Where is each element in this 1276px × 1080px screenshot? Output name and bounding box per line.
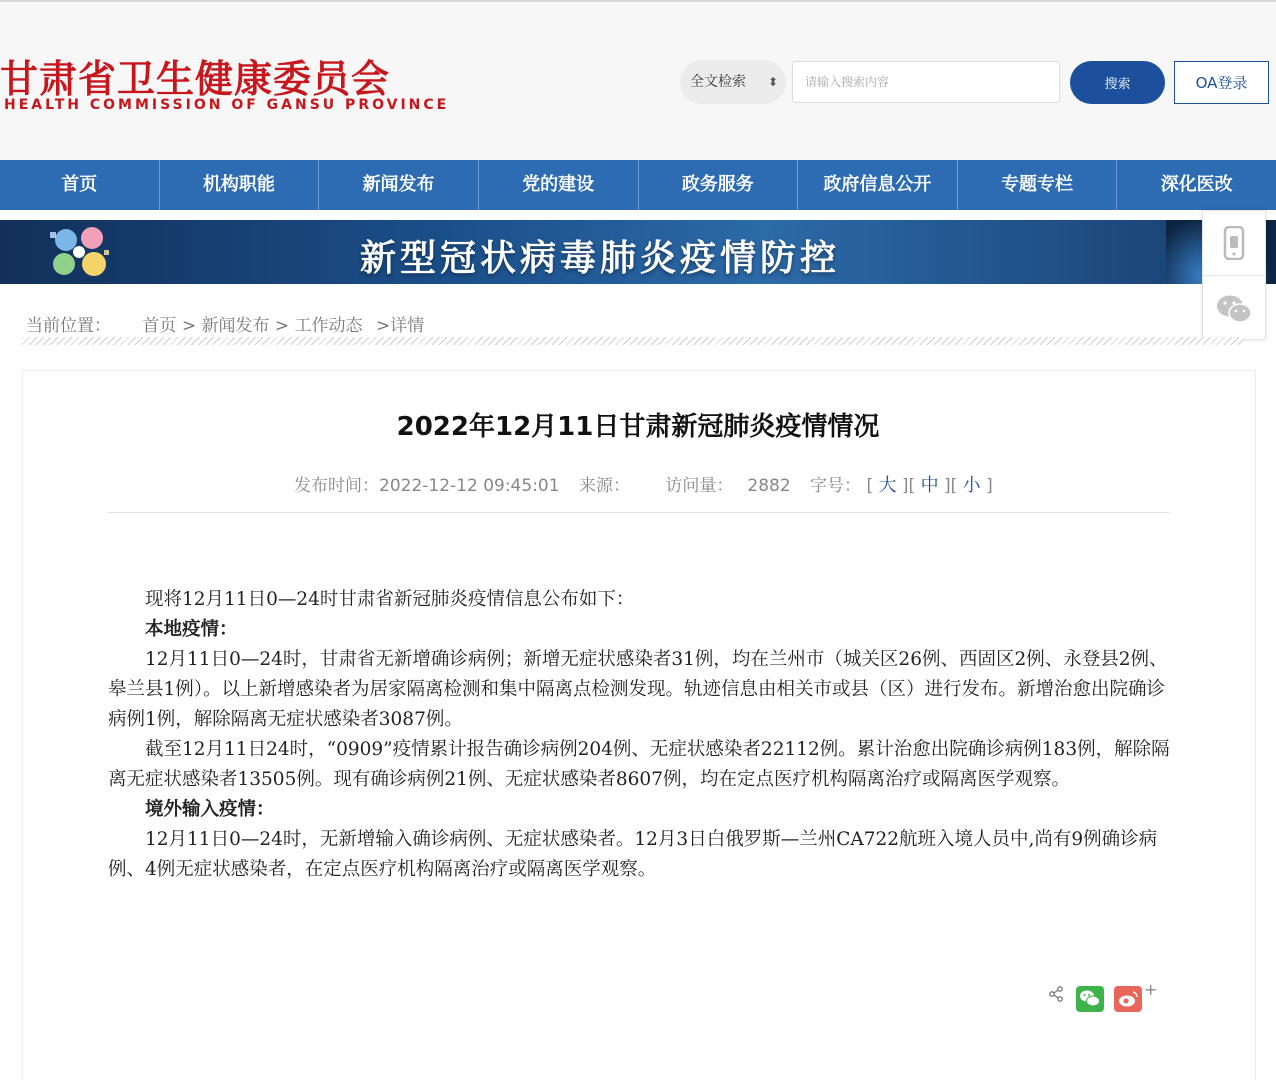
breadcrumb-news[interactable]: 新闻发布 xyxy=(201,316,270,336)
views-label: 访问量： xyxy=(665,476,734,496)
nav-item-reform[interactable]: 深化医改 xyxy=(1160,174,1233,195)
bracket: ] xyxy=(986,476,993,496)
nav-item-home[interactable]: 首页 xyxy=(0,160,160,210)
main-nav xyxy=(0,160,1276,210)
article-title: 2022年12月11日甘肃新冠肺炎疫情情况 xyxy=(396,412,880,442)
publish-time-label: 发布时间： xyxy=(294,476,379,496)
paragraph-intro: 现将12月11日0—24时甘肃省新冠肺炎疫情信息公布如下： xyxy=(145,589,635,610)
nav-item-disclosure[interactable]: 政府信息公开 xyxy=(798,160,958,210)
nav-item-news[interactable]: 新闻发布 xyxy=(319,160,479,210)
breadcrumb-detail: >详情 xyxy=(375,316,425,336)
heading-imported: 境外输入疫情： xyxy=(145,799,275,820)
nav-item-functions[interactable]: 机构职能 xyxy=(160,160,320,210)
font-size-small-link[interactable]: 小 xyxy=(962,475,981,496)
mobile-version-button[interactable] xyxy=(1203,211,1265,276)
flower-emblem-icon xyxy=(44,224,120,282)
breadcrumb-sep: > xyxy=(181,316,197,336)
wechat-float-button[interactable] xyxy=(1203,276,1265,341)
share-more-icon[interactable]: + xyxy=(1144,980,1158,999)
site-logo-cn[interactable]: 甘肃省卫生健康委员会 xyxy=(0,57,391,101)
font-size-medium-link[interactable]: 中 xyxy=(920,475,939,496)
wechat-share-icon[interactable] xyxy=(1076,986,1104,1012)
site-logo-en: HEALTH COMMISSION OF GANSU PROVINCE xyxy=(4,97,450,113)
bracket: ][ xyxy=(943,476,958,496)
mobile-phone-icon xyxy=(1223,226,1245,260)
share-icon[interactable] xyxy=(1048,986,1064,1002)
breadcrumb-divider xyxy=(22,337,1244,345)
wechat-icon xyxy=(1216,294,1252,324)
breadcrumb-label: 当前位置： xyxy=(26,316,111,336)
font-size-large-link[interactable]: 大 xyxy=(878,475,897,496)
weibo-share-icon[interactable] xyxy=(1114,986,1142,1012)
breadcrumb-sep: > xyxy=(274,316,290,336)
breadcrumb-work[interactable]: 工作动态 xyxy=(294,316,363,336)
search-button[interactable]: 搜索 xyxy=(1070,61,1165,104)
search-type-select[interactable] xyxy=(680,60,786,104)
paragraph-local-1: 12月11日0—24时，甘肃省无新增确诊病例；新增无症状感染者31例，均在兰州市（城关区26例、西固区2例、永登县2例、皋兰县1例）。以上新增感染者为居家隔离检测和集中隔离点检测发现。轨迹信息由相关市或县（区）进行发布。新增治愈出院确诊病例1例，解除隔离无症状感染者3087例。 xyxy=(108,649,1168,730)
publish-time: 2022-12-12 09:45:01 xyxy=(379,476,560,496)
oa-login-button[interactable]: OA登录 xyxy=(1174,61,1269,104)
bracket: ][ xyxy=(901,476,916,496)
heading-local: 本地疫情： xyxy=(145,619,238,640)
bracket: [ xyxy=(866,476,874,496)
views-count: 2882 xyxy=(747,476,791,496)
search-input[interactable] xyxy=(792,61,1060,103)
banner-title: 新型冠状病毒肺炎疫情防控 xyxy=(360,238,841,279)
nav-item-services[interactable]: 政务服务 xyxy=(639,160,799,210)
article-content xyxy=(108,585,1172,885)
breadcrumb xyxy=(26,311,424,336)
paragraph-imported-1: 12月11日0—24时，无新增输入确诊病例、无症状感染者。12月3日白俄罗斯—兰州CA722航班入境人员中,尚有9例确诊病例、4例无症状感染者，在定点医疗机构隔离治疗或隔离医学观察。 xyxy=(108,829,1158,880)
article-meta xyxy=(294,471,993,497)
breadcrumb-home[interactable]: 首页 xyxy=(142,316,177,336)
search-type-label: 全文检索 xyxy=(690,74,746,90)
covid-banner[interactable] xyxy=(0,220,1276,284)
nav-item-topics[interactable]: 专题专栏 xyxy=(958,160,1118,210)
font-size-label: 字号： xyxy=(810,476,862,496)
site-header xyxy=(0,2,1276,160)
side-float-panel xyxy=(1202,210,1266,340)
share-bar xyxy=(1046,980,1166,1014)
meta-divider xyxy=(108,512,1170,513)
paragraph-local-2: 截至12月11日24时，“0909”疫情累计报告确诊病例204例、无症状感染者22112例。累计治愈出院确诊病例183例，解除隔离无症状感染者13505例。现有确诊病例21例、无症状感染者8607例，均在定点医疗机构隔离治疗或隔离医学观察。 xyxy=(108,739,1170,790)
source-label: 来源： xyxy=(578,476,630,496)
nav-item-party[interactable]: 党的建设 xyxy=(479,160,639,210)
chevron-updown-icon: ⬍ xyxy=(767,75,778,89)
